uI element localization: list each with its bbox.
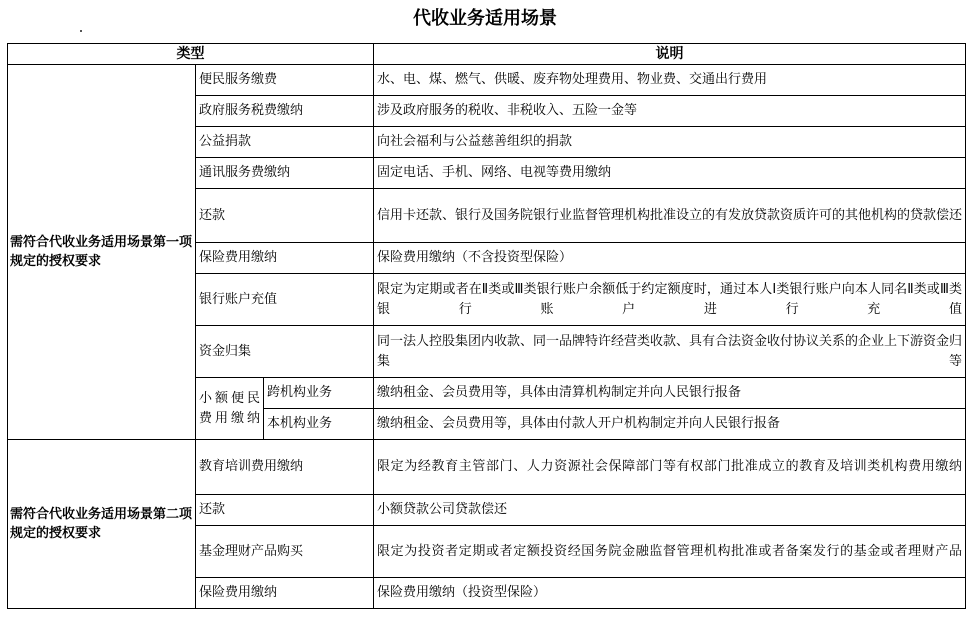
row-item: 公益捐款 bbox=[196, 127, 374, 158]
row-desc: 限定为投资者定期或者定额投资经国务院金融监督管理机构批准或者备案发行的基金或者理财产品 bbox=[374, 526, 966, 578]
row-item: 跨机构业务 bbox=[264, 378, 374, 409]
row-desc: 保险费用缴纳（不含投资型保险） bbox=[374, 243, 966, 274]
table-header-row bbox=[8, 44, 966, 65]
row-item: 便民服务缴费 bbox=[196, 65, 374, 96]
stray-dot bbox=[80, 30, 82, 32]
row-item: 银行账户充值 bbox=[196, 274, 374, 326]
row-item: 通讯服务费缴纳 bbox=[196, 158, 374, 189]
row-desc: 保险费用缴纳（投资型保险） bbox=[374, 578, 966, 609]
row-desc: 信用卡还款、银行及国务院银行业监督管理机构批准设立的有发放贷款资质许可的其他机构的贷款偿还 bbox=[374, 189, 966, 243]
row-item: 基金理财产品购买 bbox=[196, 526, 374, 578]
row-item: 还款 bbox=[196, 495, 374, 526]
header-description: 说明 bbox=[374, 44, 966, 65]
row-item: 教育培训费用缴纳 bbox=[196, 440, 374, 495]
row-item: 本机构业务 bbox=[264, 409, 374, 440]
row-desc: 限定为定期或者在Ⅱ类或Ⅲ类银行账户余额低于约定额度时，通过本人Ⅰ类银行账户向本人同名Ⅱ类或Ⅲ类银行账户进行充值 bbox=[374, 274, 966, 326]
row-desc: 限定为经教育主管部门、人力资源社会保障部门等有权部门批准成立的教育及培训类机构费用缴纳 bbox=[374, 440, 966, 495]
row-item: 还款 bbox=[196, 189, 374, 243]
document-title: 代收业务适用场景 bbox=[413, 8, 557, 29]
row-item: 保险费用缴纳 bbox=[196, 578, 374, 609]
table-row bbox=[8, 440, 966, 495]
scenario-table bbox=[7, 43, 966, 609]
row-desc: 缴纳租金、会员费用等，具体由清算机构制定并向人民银行报备 bbox=[374, 378, 966, 409]
row-desc: 涉及政府服务的税收、非税收入、五险一金等 bbox=[374, 96, 966, 127]
row-item: 保险费用缴纳 bbox=[196, 243, 374, 274]
small-payment-label: 小额便民费用缴纳 bbox=[196, 378, 264, 440]
category-group-2: 需符合代收业务适用场景第二项规定的授权要求 bbox=[8, 440, 196, 609]
category-group-1: 需符合代收业务适用场景第一项规定的授权要求 bbox=[8, 65, 196, 440]
row-desc: 同一法人控股集团内收款、同一品牌特许经营类收款、具有合法资金收付协议关系的企业上下游资金归集等 bbox=[374, 326, 966, 378]
row-item: 政府服务税费缴纳 bbox=[196, 96, 374, 127]
row-desc: 水、电、煤、燃气、供暖、废弃物处理费用、物业费、交通出行费用 bbox=[374, 65, 966, 96]
row-desc: 固定电话、手机、网络、电视等费用缴纳 bbox=[374, 158, 966, 189]
header-type: 类型 bbox=[8, 44, 374, 65]
row-desc: 向社会福利与公益慈善组织的捐款 bbox=[374, 127, 966, 158]
table-row bbox=[8, 65, 966, 96]
row-item: 资金归集 bbox=[196, 326, 374, 378]
row-desc: 缴纳租金、会员费用等，具体由付款人开户机构制定并向人民银行报备 bbox=[374, 409, 966, 440]
row-desc: 小额贷款公司贷款偿还 bbox=[374, 495, 966, 526]
